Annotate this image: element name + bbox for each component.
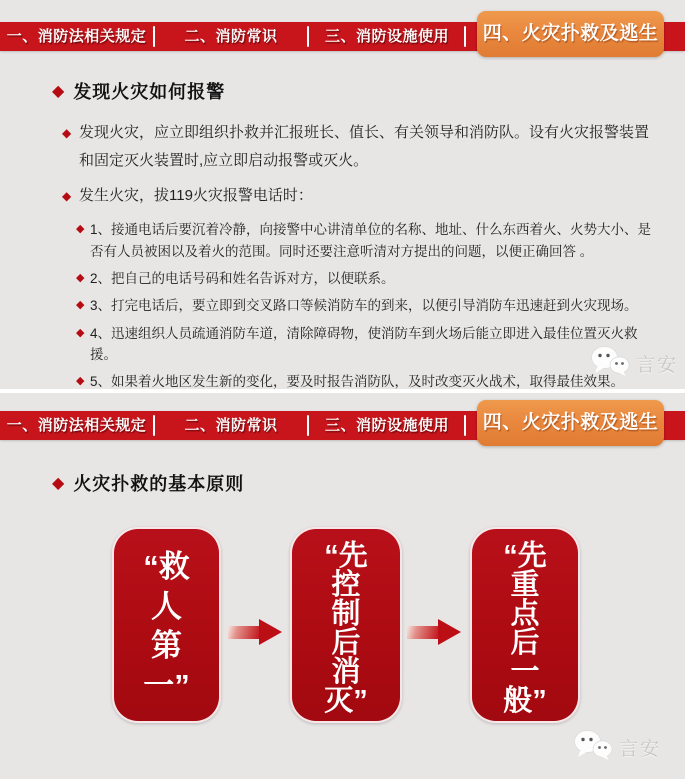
tab-divider bbox=[464, 415, 466, 436]
principle-char: 般” bbox=[503, 685, 547, 717]
principle-char: 控 bbox=[331, 569, 361, 601]
slide-fire-reporting bbox=[0, 0, 685, 389]
tab-bar bbox=[0, 0, 685, 58]
wechat-icon bbox=[572, 729, 614, 766]
sub-item bbox=[76, 295, 662, 316]
watermark-text: 言安 bbox=[618, 739, 661, 760]
diamond-icon: ◆ bbox=[62, 126, 72, 140]
sub-item-text: 3、打完电话后，要立即到交叉路口等候消防车的到来，以便引导消防车迅速赶到火灾现场。 bbox=[90, 298, 638, 314]
diamond-icon: ◆ bbox=[76, 299, 85, 312]
tab-fire-rescue-escape-active[interactable]: 四、火灾扑救及逃生 bbox=[477, 400, 664, 446]
bullet-item bbox=[62, 119, 658, 175]
principle-char: 后 bbox=[510, 627, 540, 659]
diamond-icon: ◆ bbox=[76, 271, 85, 284]
wechat-icon bbox=[589, 345, 631, 382]
tab-fire-rescue-escape-active[interactable]: 四、火灾扑救及逃生 bbox=[477, 11, 664, 57]
sub-item bbox=[76, 268, 662, 289]
principle-char: 重 bbox=[510, 569, 540, 601]
principle-char: 消 bbox=[331, 656, 361, 688]
principle-box-priority-then-general bbox=[470, 527, 580, 723]
tab-bar bbox=[0, 393, 685, 447]
sub-item-text: 4、迅速组织人员疏通消防车道，清除障碍物，使消防车到火场后能立即进入最佳位置灭火救援。 bbox=[90, 325, 638, 362]
principle-char: 人 bbox=[151, 588, 182, 624]
principle-char: 第 bbox=[151, 628, 182, 664]
sub-item-text: 2、把自己的电话号码和姓名告诉对方，以便联系。 bbox=[90, 270, 395, 286]
principle-box-save-people-first bbox=[112, 527, 221, 723]
principle-char: “先 bbox=[324, 540, 368, 572]
principle-char: 一” bbox=[143, 667, 190, 703]
tab-divider bbox=[464, 26, 466, 47]
principle-box-control-then-extinguish bbox=[290, 527, 402, 723]
diamond-icon: ◆ bbox=[76, 326, 85, 339]
sub-item-text: 5、如果着火地区发生新的变化，要及时报告消防队，及时改变灭火战术，取得最佳效果。 bbox=[90, 374, 625, 389]
section-heading bbox=[52, 78, 667, 104]
slide1-content bbox=[0, 58, 685, 389]
tab-fire-equipment[interactable]: 三、消防设施使用 bbox=[324, 417, 449, 434]
principle-char: 后 bbox=[331, 627, 361, 659]
tab-fire-law[interactable]: 一、消防法相关规定 bbox=[6, 28, 147, 45]
sub-item bbox=[76, 323, 662, 366]
tab-fire-equipment[interactable]: 三、消防设施使用 bbox=[324, 28, 449, 45]
bullet-text: 发生火灾，拔119火灾报警电话时： bbox=[79, 186, 313, 204]
arrow-right-icon bbox=[228, 619, 282, 645]
principle-char: 灭” bbox=[324, 685, 368, 717]
bullet-text: 发现火灾，应立即组织扑救并汇报班长、值长、有关领导和消防队。设有火灾报警装置和固定灭火装置时,应立即启动报警或灭火。 bbox=[79, 124, 650, 169]
section-heading-text: 发现火灾如何报警 bbox=[73, 82, 226, 102]
principle-char: 制 bbox=[331, 598, 361, 630]
principle-char: “救 bbox=[143, 549, 190, 584]
diamond-icon: ◆ bbox=[62, 188, 72, 203]
principle-char: 点 bbox=[510, 598, 540, 630]
principle-char: “先 bbox=[503, 540, 547, 572]
watermark bbox=[589, 345, 678, 382]
section-heading-text: 火灾扑救的基本原则 bbox=[73, 474, 245, 494]
principle-char: 一 bbox=[510, 656, 540, 688]
sub-item bbox=[76, 219, 662, 262]
diamond-icon: ◆ bbox=[76, 223, 85, 236]
numbered-sub-list bbox=[76, 219, 662, 389]
sub-item bbox=[76, 371, 662, 389]
diamond-icon: ◆ bbox=[52, 475, 65, 492]
watermark-text: 言安 bbox=[635, 355, 678, 376]
tab-fire-law[interactable]: 一、消防法相关规定 bbox=[6, 417, 147, 434]
diamond-icon: ◆ bbox=[52, 83, 65, 100]
diamond-icon: ◆ bbox=[76, 375, 85, 388]
tab-fire-knowledge[interactable]: 二、消防常识 bbox=[184, 417, 278, 434]
section-heading bbox=[52, 470, 685, 496]
sub-item-text: 1、接通电话后要沉着冷静，向接警中心讲清单位的名称、地址、什么东西着火、火势大小、是否有人员被困以及着火的范围。同时还要注意听清对方提出的问题，以便正确回答 。 bbox=[90, 222, 652, 259]
tab-fire-knowledge[interactable]: 二、消防常识 bbox=[184, 28, 278, 45]
bullet-list bbox=[62, 119, 658, 389]
slide-fire-principles bbox=[0, 393, 685, 779]
bullet-item bbox=[62, 182, 658, 210]
watermark bbox=[572, 729, 661, 766]
arrow-right-icon bbox=[407, 619, 461, 645]
